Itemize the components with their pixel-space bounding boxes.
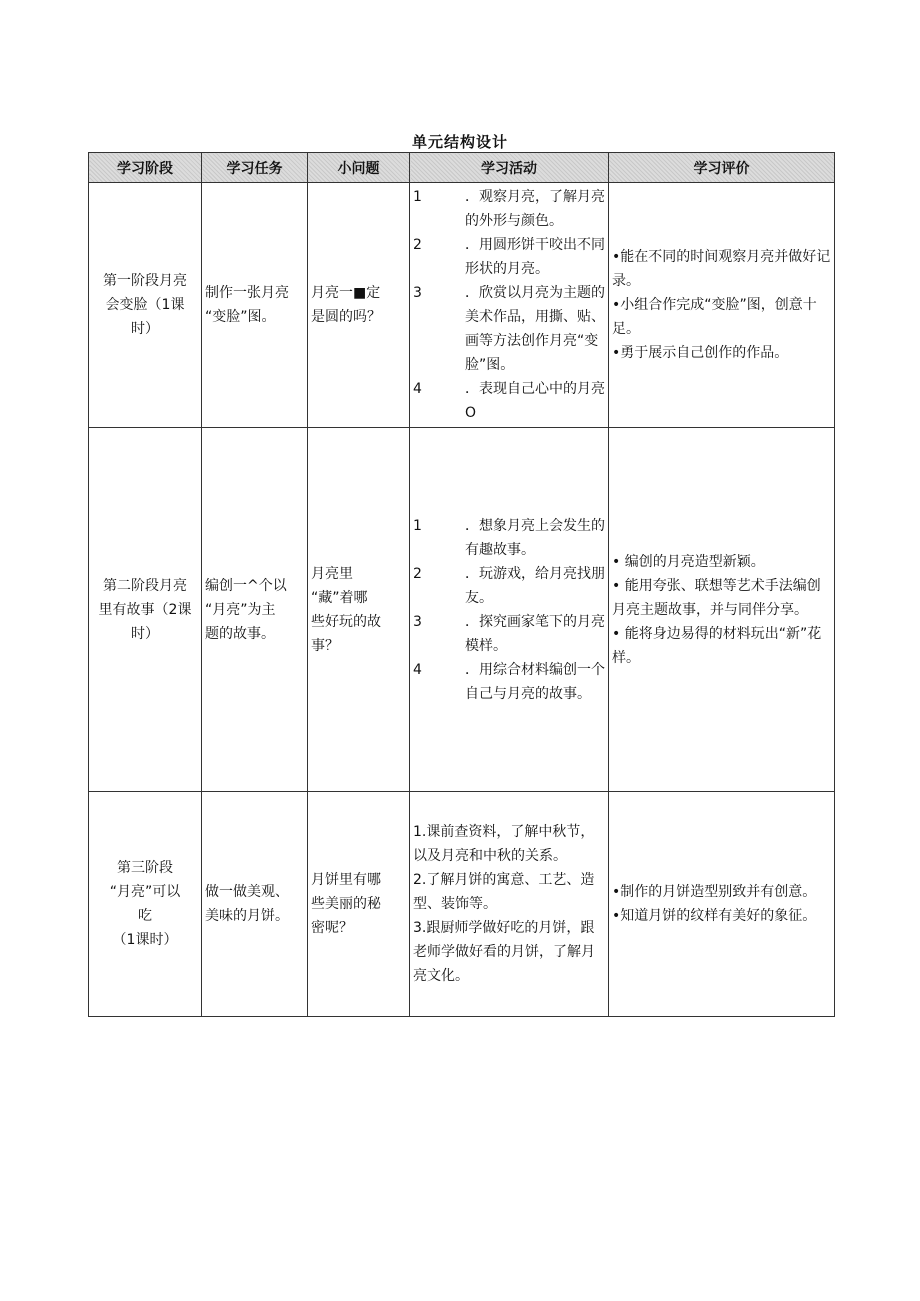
activity-item bbox=[413, 514, 605, 562]
table-row bbox=[89, 183, 835, 428]
task-line: 编创一^个以 bbox=[205, 577, 287, 594]
activity-text: ．玩游戏，给月亮找朋友。 bbox=[465, 565, 605, 606]
task-line: 做一做美观、 bbox=[205, 884, 289, 900]
stage-line: 时） bbox=[131, 625, 159, 642]
question-line: 些好玩的故 bbox=[311, 613, 381, 630]
header-task: 学习任务 bbox=[202, 153, 308, 183]
stage-line: （1课时） bbox=[112, 932, 178, 948]
activity-item bbox=[413, 185, 605, 233]
activity-text: ．用圆形饼干咬出不同形状的月亮。 bbox=[465, 237, 605, 277]
activity-text: ．想象月亮上会发生的有趣故事。 bbox=[465, 517, 605, 558]
stage-line: 里有故事（2课 bbox=[98, 601, 192, 618]
task-line: “月亮”为主 bbox=[205, 601, 276, 618]
stage-line: “月亮”可以 bbox=[109, 884, 181, 900]
stage-line: 会变脸（1课 bbox=[105, 297, 185, 313]
activity-number: 4 bbox=[413, 381, 422, 397]
unit-structure-table bbox=[88, 152, 835, 1017]
question-cell bbox=[308, 428, 410, 792]
evaluation-item: •小组合作完成“变脸”图，创意十足。 bbox=[612, 297, 817, 337]
activity-number: 3 bbox=[413, 613, 422, 630]
header-stage: 学习阶段 bbox=[89, 153, 202, 183]
evaluation-item: •知道月饼的纹样有美好的象征。 bbox=[612, 908, 817, 924]
evaluation-item: • 能用夸张、联想等艺术手法编创月亮主题故事，并与同伴分享。 bbox=[612, 577, 821, 618]
stage-cell bbox=[89, 428, 202, 792]
task-cell bbox=[202, 183, 308, 428]
evaluation-item: •制作的月饼造型别致并有创意。 bbox=[612, 884, 817, 900]
activity-item bbox=[413, 233, 605, 281]
question-line: 些美丽的秘 bbox=[311, 896, 381, 912]
activity-item bbox=[413, 377, 605, 425]
evaluation-item: • 编创的月亮造型新颖。 bbox=[612, 553, 765, 570]
question-line: 月饼里有哪 bbox=[311, 872, 381, 888]
question-cell bbox=[308, 792, 410, 1017]
document-title: 单元结构设计 bbox=[411, 133, 508, 151]
activity-cell bbox=[410, 428, 609, 792]
activity-number: 2 bbox=[413, 237, 422, 253]
task-line: 制作一张月亮 bbox=[205, 285, 289, 301]
stage-line: 时） bbox=[131, 321, 159, 337]
activity-cell bbox=[410, 792, 609, 1017]
evaluation-item: •能在不同的时间观察月亮并做好记录。 bbox=[612, 249, 831, 289]
task-line: “变脸”图。 bbox=[205, 309, 276, 325]
activity-cell bbox=[410, 183, 609, 428]
stage-line: 第三阶段 bbox=[117, 860, 173, 876]
activity-item: 1.课前查资料，了解中秋节，以及月亮和中秋的关系。 bbox=[413, 824, 595, 864]
task-line: 美味的月饼。 bbox=[205, 908, 289, 924]
activity-number: 1 bbox=[413, 517, 422, 534]
evaluation-cell bbox=[609, 792, 835, 1017]
question-line: 是圆的吗？ bbox=[311, 309, 381, 325]
activity-item: 2.了解月饼的寓意、工艺、造型、装饰等。 bbox=[413, 872, 595, 912]
stage-cell bbox=[89, 792, 202, 1017]
question-line: 月亮一■定 bbox=[311, 285, 381, 301]
activity-number: 1 bbox=[413, 189, 422, 205]
header-question: 小问题 bbox=[308, 153, 410, 183]
evaluation-cell bbox=[609, 183, 835, 428]
task-line: 题的故事。 bbox=[205, 625, 275, 642]
activity-text: ．观察月亮，了解月亮的外形与颜色。 bbox=[465, 189, 605, 229]
question-line: “藏”着哪 bbox=[311, 589, 368, 606]
stage-line: 第一阶段月亮 bbox=[103, 273, 187, 289]
table-row bbox=[89, 428, 835, 792]
header-activity: 学习活动 bbox=[410, 153, 609, 183]
activity-text: ．表现自己心中的月亮O bbox=[465, 381, 605, 421]
activity-text: ．探究画家笔下的月亮模样。 bbox=[465, 613, 605, 654]
activity-text: ．欣赏以月亮为主题的美术作品，用撕、贴、画等方法创作月亮“变脸”图。 bbox=[465, 285, 605, 373]
activity-number: 4 bbox=[413, 661, 422, 678]
activity-item bbox=[413, 562, 605, 610]
task-cell bbox=[202, 792, 308, 1017]
activity-text: ．用综合材料编创一个自己与月亮的故事。 bbox=[465, 661, 605, 702]
table-row bbox=[89, 792, 835, 1017]
header-evaluation: 学习评价 bbox=[609, 153, 835, 183]
activity-item bbox=[413, 610, 605, 658]
question-line: 月亮里 bbox=[311, 565, 353, 582]
task-cell bbox=[202, 428, 308, 792]
evaluation-item: •勇于展示自己创作的作品。 bbox=[612, 345, 789, 361]
stage-line: 第二阶段月亮 bbox=[103, 577, 187, 594]
activity-item: 3.跟厨师学做好吃的月饼，跟老师学做好看的月饼，了解月亮文化。 bbox=[413, 920, 595, 984]
activity-number: 3 bbox=[413, 285, 422, 301]
question-line: 密呢？ bbox=[311, 920, 353, 936]
table-header-row bbox=[89, 153, 835, 183]
evaluation-cell bbox=[609, 428, 835, 792]
activity-item bbox=[413, 281, 605, 377]
stage-line: 吃 bbox=[138, 908, 152, 924]
stage-cell bbox=[89, 183, 202, 428]
question-line: 事？ bbox=[311, 637, 339, 654]
question-cell bbox=[308, 183, 410, 428]
activity-item bbox=[413, 658, 605, 706]
activity-number: 2 bbox=[413, 565, 422, 582]
evaluation-item: • 能将身边易得的材料玩出“新”花样。 bbox=[612, 625, 822, 666]
